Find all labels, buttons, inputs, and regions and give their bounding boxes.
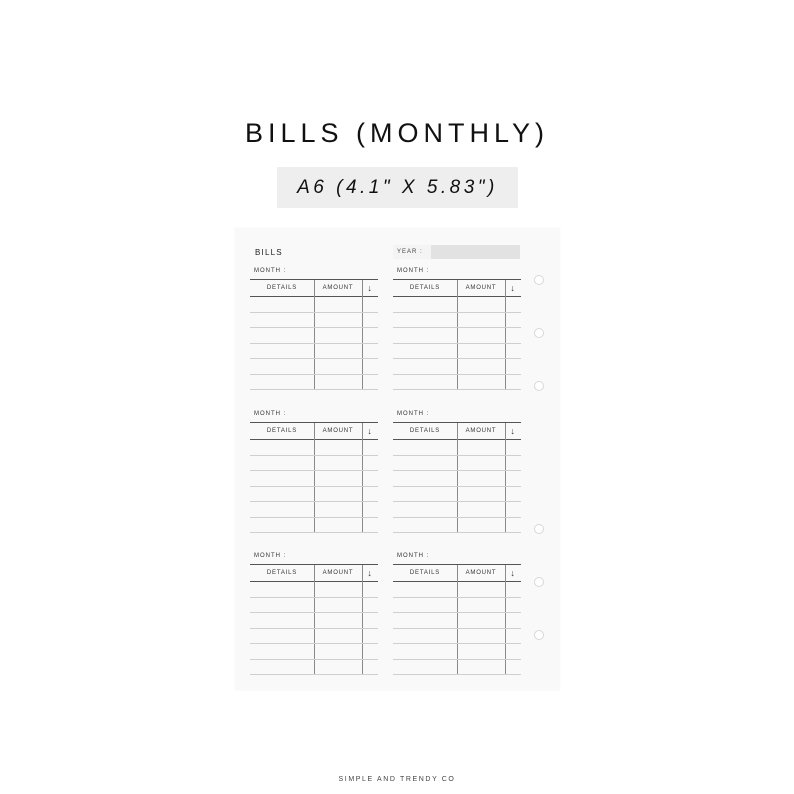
size-badge — [277, 167, 518, 208]
details-header: DETAILS — [409, 285, 441, 291]
table-row-line — [393, 597, 521, 598]
arrow-down-icon: ↓ — [367, 426, 373, 436]
table-row-line — [393, 455, 521, 456]
bill-table[interactable] — [393, 279, 521, 390]
bill-table[interactable] — [250, 422, 378, 533]
table-row-line — [393, 612, 521, 613]
binder-hole-icon — [534, 275, 544, 285]
month-label: MONTH : — [397, 411, 430, 417]
details-header: DETAILS — [409, 570, 441, 576]
table-row-line — [393, 501, 521, 502]
table-row-line — [393, 628, 521, 629]
month-label: MONTH : — [397, 553, 430, 559]
amount-header: AMOUNT — [322, 570, 354, 576]
year-field[interactable] — [393, 245, 520, 259]
amount-header: AMOUNT — [465, 428, 497, 434]
amount-header: AMOUNT — [322, 285, 354, 291]
table-row-line — [393, 643, 521, 644]
arrow-down-icon: ↓ — [510, 426, 516, 436]
table-row-line — [393, 343, 521, 344]
details-header: DETAILS — [266, 428, 298, 434]
details-header: DETAILS — [266, 285, 298, 291]
bill-table[interactable] — [250, 279, 378, 390]
table-row-line — [393, 659, 521, 660]
month-label: MONTH : — [397, 268, 430, 274]
amount-header: AMOUNT — [322, 428, 354, 434]
binder-hole-icon — [534, 524, 544, 534]
page-title: BILLS (MONTHLY) — [244, 118, 550, 148]
size-label: A6 (4.1" X 5.83") — [297, 176, 498, 198]
table-row-line — [250, 389, 378, 390]
table-row-line — [393, 486, 521, 487]
arrow-down-icon: ↓ — [367, 568, 373, 578]
year-input[interactable] — [431, 245, 520, 259]
binder-hole-icon — [534, 381, 544, 391]
table-row-line — [250, 343, 378, 344]
brand-footer: SIMPLE AND TRENDY CO — [338, 776, 456, 783]
table-row-line — [250, 517, 378, 518]
binder-hole-icon — [534, 328, 544, 338]
table-row-line — [393, 389, 521, 390]
table-row-line — [250, 674, 378, 675]
table-row-line — [250, 597, 378, 598]
table-row-line — [250, 643, 378, 644]
month-label: MONTH : — [254, 553, 287, 559]
table-row-line — [250, 532, 378, 533]
bill-table[interactable] — [250, 564, 378, 675]
table-row-line — [393, 532, 521, 533]
amount-header: AMOUNT — [465, 285, 497, 291]
table-row-line — [393, 327, 521, 328]
table-row-line — [250, 628, 378, 629]
table-row-line — [393, 470, 521, 471]
month-label: MONTH : — [254, 411, 287, 417]
table-row-line — [250, 374, 378, 375]
arrow-down-icon: ↓ — [367, 283, 373, 293]
binder-hole-icon — [534, 577, 544, 587]
arrow-down-icon: ↓ — [510, 283, 516, 293]
table-row-line — [250, 358, 378, 359]
table-row-line — [393, 517, 521, 518]
table-row-line — [250, 312, 378, 313]
table-row-line — [250, 470, 378, 471]
bill-table[interactable] — [393, 422, 521, 533]
table-row-line — [250, 659, 378, 660]
table-row-line — [250, 501, 378, 502]
table-row-line — [250, 612, 378, 613]
binder-hole-icon — [534, 630, 544, 640]
table-row-line — [250, 455, 378, 456]
amount-header: AMOUNT — [465, 570, 497, 576]
table-row-line — [250, 327, 378, 328]
arrow-down-icon: ↓ — [510, 568, 516, 578]
year-label: YEAR : — [393, 245, 431, 259]
planner-page — [235, 228, 560, 690]
bill-table[interactable] — [393, 564, 521, 675]
details-header: DETAILS — [266, 570, 298, 576]
table-row-line — [393, 312, 521, 313]
table-row-line — [393, 374, 521, 375]
planner-heading: BILLS — [255, 248, 283, 257]
month-label: MONTH : — [254, 268, 287, 274]
table-row-line — [250, 486, 378, 487]
table-row-line — [393, 358, 521, 359]
details-header: DETAILS — [409, 428, 441, 434]
table-row-line — [393, 674, 521, 675]
